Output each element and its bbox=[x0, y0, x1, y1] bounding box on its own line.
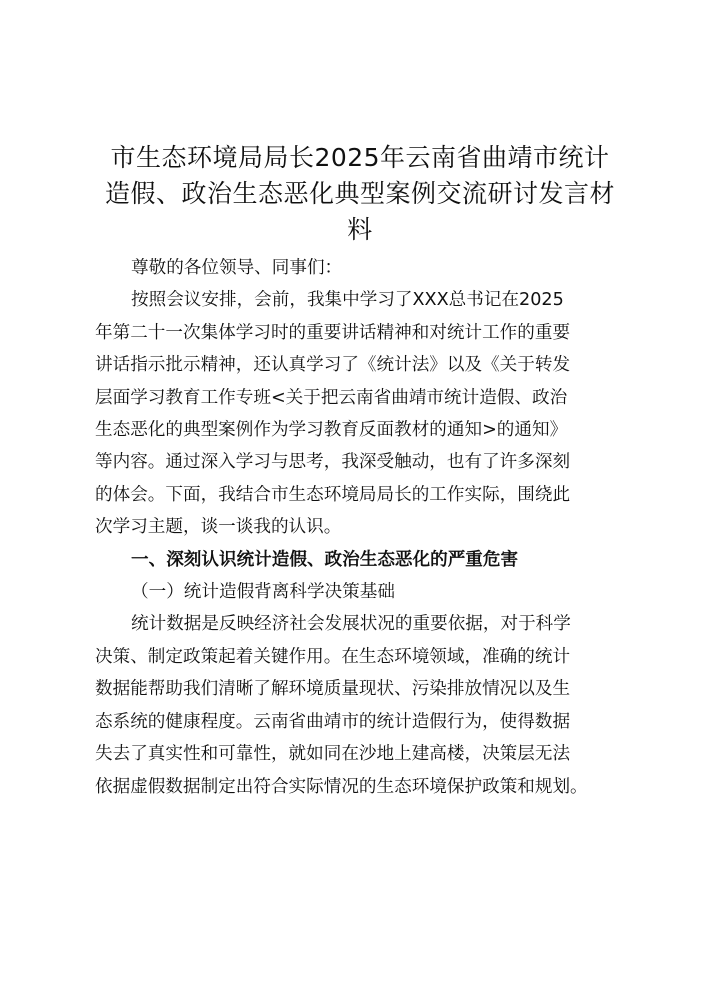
title-line-1: 市生态环境局局长2025年云南省曲靖市统计 bbox=[110, 143, 610, 172]
paragraph-2-line-6: 依据虚假数据制定出符合实际情况的生态环境保护政策和规划。 bbox=[95, 776, 588, 797]
paragraph-1-line-6: 等内容。通过深入学习与思考，我深受触动，也有了许多深刻 bbox=[95, 452, 571, 473]
paragraph-1-line-7: 的体会。下面，我结合市生态环境局局长的工作实际，围绕此 bbox=[95, 484, 571, 505]
paragraph-1 bbox=[95, 284, 635, 543]
paragraph-2-line-3: 数据能帮助我们清晰了解环境质量现状、污染排放情况以及生 bbox=[95, 679, 571, 700]
paragraph-1-line-3: 讲话指示批示精神，还认真学习了《统计法》以及《关于转发 bbox=[95, 355, 571, 376]
document-body bbox=[95, 252, 635, 803]
document-title bbox=[86, 140, 634, 248]
section-heading-1: 一、深刻认识统计造假、政治生态恶化的严重危害 bbox=[131, 549, 519, 570]
paragraph-2-line-2: 决策、制定政策起着关键作用。在生态环境领域，准确的统计 bbox=[95, 646, 571, 667]
paragraph-1-line-5: 生态恶化的典型案例作为学习教育反面教材的通知>的通知》 bbox=[95, 420, 568, 441]
paragraph-1-line-8: 次学习主题，谈一谈我的认识。 bbox=[95, 517, 342, 538]
paragraph-2-line-4: 态系统的健康程度。云南省曲靖市的统计造假行为，使得数据 bbox=[95, 711, 571, 732]
paragraph-1-line-2: 年第二十一次集体学习时的重要讲话精神和对统计工作的重要 bbox=[95, 322, 571, 343]
paragraph-2 bbox=[95, 608, 635, 802]
paragraph-2-line-1: 统计数据是反映经济社会发展状况的重要依据，对于科学 bbox=[131, 614, 571, 635]
salutation: 尊敬的各位领导、同事们： bbox=[131, 258, 343, 278]
title-line-2: 造假、政治生态恶化典型案例交流研讨发言材 bbox=[104, 179, 615, 208]
title-line-3: 料 bbox=[347, 215, 373, 244]
paragraph-1-line-1: 按照会议安排，会前，我集中学习了XXX总书记在2025 bbox=[131, 290, 564, 311]
paragraph-1-line-4: 层面学习教育工作专班<关于把云南省曲靖市统计造假、政治 bbox=[95, 387, 568, 408]
paragraph-2-line-5: 失去了真实性和可靠性，就如同在沙地上建高楼，决策层无法 bbox=[95, 744, 571, 765]
subsection-heading-1: （一）统计造假背离科学决策基础 bbox=[131, 582, 395, 603]
